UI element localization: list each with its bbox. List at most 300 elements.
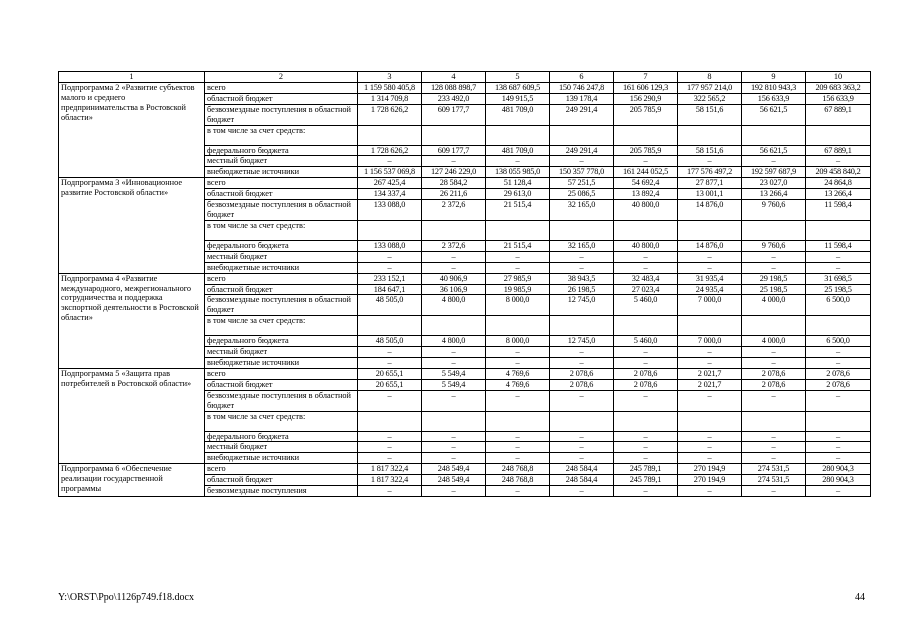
amount-cell: 25 198,5 (806, 284, 871, 295)
amount-cell: – (742, 431, 806, 442)
amount-cell: – (678, 453, 742, 464)
amount-cell: – (550, 347, 614, 358)
amount-cell: – (614, 442, 678, 453)
amount-cell: 9 760,6 (742, 240, 806, 251)
footer-page-number: 44 (855, 592, 865, 603)
amount-cell: 28 584,2 (422, 178, 486, 189)
amount-cell: 2 078,6 (742, 379, 806, 390)
amount-cell: 156 633,9 (806, 93, 871, 104)
amount-cell: – (742, 347, 806, 358)
amount-cell: – (806, 390, 871, 411)
amount-cell: 2 078,6 (550, 368, 614, 379)
amount-cell: 127 246 229,0 (422, 167, 486, 178)
funding-source-cell: безвозмездные поступления в областной бюджет (205, 390, 358, 411)
subprogram-name-cell: Подпрограмма 6 «Обеспечение реализации государственной программы (59, 464, 205, 497)
amount-cell: – (486, 390, 550, 411)
amount-cell: 248 549,4 (422, 464, 486, 475)
funding-source-cell: безвозмездные поступления в областной бюджет (205, 200, 358, 221)
amount-cell: – (358, 347, 422, 358)
amount-cell: 139 178,4 (550, 93, 614, 104)
amount-cell: 481 709,0 (486, 145, 550, 156)
amount-cell: 32 483,4 (614, 273, 678, 284)
amount-cell: – (550, 442, 614, 453)
amount-cell: 13 892,4 (614, 189, 678, 200)
amount-cell: 57 251,5 (550, 178, 614, 189)
amount-cell: – (486, 442, 550, 453)
amount-cell: – (742, 262, 806, 273)
amount-cell: 13 266,4 (742, 189, 806, 200)
amount-cell: – (550, 390, 614, 411)
amount-cell: 6 500,0 (806, 336, 871, 347)
amount-cell: 23 027,0 (742, 178, 806, 189)
amount-cell (486, 125, 550, 145)
amount-cell (422, 316, 486, 336)
amount-cell: 1 728 626,2 (358, 145, 422, 156)
amount-cell: 134 337,4 (358, 189, 422, 200)
column-number-header: 4 (422, 72, 486, 83)
amount-cell: 209 458 840,2 (806, 167, 871, 178)
amount-cell (678, 125, 742, 145)
amount-cell: – (550, 453, 614, 464)
amount-cell (358, 411, 422, 431)
amount-cell: 128 088 898,7 (422, 82, 486, 93)
amount-cell: – (742, 390, 806, 411)
column-number-header: 5 (486, 72, 550, 83)
amount-cell (422, 411, 486, 431)
table-row (59, 464, 871, 475)
amount-cell: – (678, 251, 742, 262)
budget-table (58, 71, 871, 497)
amount-cell: 156 290,9 (614, 93, 678, 104)
amount-cell (614, 125, 678, 145)
amount-cell: 205 785,9 (614, 145, 678, 156)
amount-cell: – (614, 251, 678, 262)
amount-cell: 248 584,4 (550, 475, 614, 486)
amount-cell: 19 985,9 (486, 284, 550, 295)
amount-cell: 5 549,4 (422, 368, 486, 379)
funding-source-cell: внебюджетные источники (205, 167, 358, 178)
table-row (59, 368, 871, 379)
amount-cell: 245 789,1 (614, 464, 678, 475)
amount-cell: 48 505,0 (358, 295, 422, 316)
amount-cell: 5 460,0 (614, 336, 678, 347)
amount-cell: – (614, 156, 678, 167)
amount-cell: – (742, 251, 806, 262)
amount-cell: – (678, 486, 742, 497)
amount-cell: 481 709,0 (486, 104, 550, 125)
table-body (59, 72, 871, 497)
amount-cell: – (422, 390, 486, 411)
amount-cell: 248 768,8 (486, 464, 550, 475)
amount-cell: – (614, 431, 678, 442)
amount-cell: – (742, 156, 806, 167)
amount-cell (358, 125, 422, 145)
amount-cell: 156 633,9 (742, 93, 806, 104)
amount-cell: – (678, 262, 742, 273)
amount-cell: – (550, 486, 614, 497)
funding-source-cell: федерального бюджета (205, 240, 358, 251)
amount-cell: 270 194,9 (678, 464, 742, 475)
amount-cell: – (806, 453, 871, 464)
amount-cell: – (614, 262, 678, 273)
amount-cell: 209 683 363,2 (806, 82, 871, 93)
amount-cell: 9 760,6 (742, 200, 806, 221)
amount-cell: 38 943,5 (550, 273, 614, 284)
amount-cell: 21 515,4 (486, 200, 550, 221)
amount-cell: 248 584,4 (550, 464, 614, 475)
amount-cell: 7 000,0 (678, 336, 742, 347)
amount-cell (358, 220, 422, 240)
amount-cell: 14 876,0 (678, 200, 742, 221)
amount-cell (678, 316, 742, 336)
amount-cell: – (358, 156, 422, 167)
amount-cell: – (678, 156, 742, 167)
amount-cell: 13 001,1 (678, 189, 742, 200)
amount-cell: 25 198,5 (742, 284, 806, 295)
amount-cell: 31 698,5 (806, 273, 871, 284)
amount-cell: 40 800,0 (614, 200, 678, 221)
amount-cell: 6 500,0 (806, 295, 871, 316)
amount-cell: 177 957 214,0 (678, 82, 742, 93)
amount-cell: 11 598,4 (806, 240, 871, 251)
column-number-header: 3 (358, 72, 422, 83)
amount-cell (806, 125, 871, 145)
amount-cell (742, 316, 806, 336)
amount-cell: – (422, 486, 486, 497)
funding-source-cell: областной бюджет (205, 93, 358, 104)
amount-cell: 13 266,4 (806, 189, 871, 200)
funding-source-cell: всего (205, 82, 358, 93)
funding-source-cell: внебюджетные источники (205, 453, 358, 464)
amount-cell: 4 769,6 (486, 368, 550, 379)
amount-cell: 40 906,9 (422, 273, 486, 284)
funding-source-cell: областной бюджет (205, 475, 358, 486)
amount-cell: – (678, 358, 742, 369)
amount-cell: 2 372,6 (422, 240, 486, 251)
amount-cell: 56 621,5 (742, 145, 806, 156)
amount-cell (614, 220, 678, 240)
amount-cell: 67 889,1 (806, 145, 871, 156)
amount-cell: – (550, 262, 614, 273)
amount-cell: – (806, 442, 871, 453)
amount-cell: 2 078,6 (614, 379, 678, 390)
amount-cell: 233 492,0 (422, 93, 486, 104)
amount-cell: 280 904,3 (806, 464, 871, 475)
amount-cell: – (678, 347, 742, 358)
amount-cell: 280 904,3 (806, 475, 871, 486)
funding-source-cell: местный бюджет (205, 347, 358, 358)
table-row (59, 273, 871, 284)
amount-cell: 5 549,4 (422, 379, 486, 390)
amount-cell (742, 411, 806, 431)
funding-source-cell: местный бюджет (205, 251, 358, 262)
amount-cell: 161 244 052,5 (614, 167, 678, 178)
amount-cell: – (358, 442, 422, 453)
funding-source-cell: областной бюджет (205, 189, 358, 200)
amount-cell: – (358, 390, 422, 411)
amount-cell: 138 055 985,0 (486, 167, 550, 178)
amount-cell: – (422, 251, 486, 262)
funding-source-cell: областной бюджет (205, 284, 358, 295)
column-number-header: 7 (614, 72, 678, 83)
amount-cell: 2 372,6 (422, 200, 486, 221)
funding-source-cell: в том числе за счет средств: (205, 316, 358, 336)
amount-cell: 20 655,1 (358, 368, 422, 379)
amount-cell: 609 177,7 (422, 104, 486, 125)
amount-cell: 4 000,0 (742, 295, 806, 316)
amount-cell: – (486, 431, 550, 442)
amount-cell: – (678, 390, 742, 411)
footer-file-path: Y:\ORST\Ppo\1126p749.f18.docx (58, 592, 194, 603)
amount-cell: 21 515,4 (486, 240, 550, 251)
amount-cell: 26 211,6 (422, 189, 486, 200)
amount-cell: 27 985,9 (486, 273, 550, 284)
funding-source-cell: всего (205, 464, 358, 475)
amount-cell (486, 316, 550, 336)
amount-cell: 267 425,4 (358, 178, 422, 189)
amount-cell: 31 935,4 (678, 273, 742, 284)
amount-cell: 138 687 609,5 (486, 82, 550, 93)
amount-cell (742, 125, 806, 145)
amount-cell: 4 800,0 (422, 295, 486, 316)
funding-source-cell: безвозмездные поступления в областной бюджет (205, 295, 358, 316)
amount-cell: 58 151,6 (678, 145, 742, 156)
amount-cell: 192 597 687,9 (742, 167, 806, 178)
amount-cell: 1 156 537 069,8 (358, 167, 422, 178)
amount-cell: – (806, 156, 871, 167)
amount-cell: – (486, 251, 550, 262)
amount-cell: 5 460,0 (614, 295, 678, 316)
amount-cell: – (806, 431, 871, 442)
amount-cell (422, 125, 486, 145)
amount-cell: 29 198,5 (742, 273, 806, 284)
amount-cell: 2 078,6 (550, 379, 614, 390)
amount-cell (550, 220, 614, 240)
amount-cell: 27 023,4 (614, 284, 678, 295)
amount-cell: – (550, 156, 614, 167)
amount-cell: 4 769,6 (486, 379, 550, 390)
funding-source-cell: всего (205, 178, 358, 189)
column-number-header: 8 (678, 72, 742, 83)
funding-source-cell: всего (205, 273, 358, 284)
amount-cell: 36 106,9 (422, 284, 486, 295)
amount-cell: – (806, 486, 871, 497)
amount-cell: 248 549,4 (422, 475, 486, 486)
funding-source-cell: внебюджетные источники (205, 358, 358, 369)
amount-cell: – (806, 262, 871, 273)
amount-cell: 133 088,0 (358, 240, 422, 251)
amount-cell (550, 125, 614, 145)
amount-cell: 248 768,8 (486, 475, 550, 486)
subprogram-name-cell: Подпрограмма 3 «Инновационное развитие Ростовской области» (59, 178, 205, 273)
amount-cell (678, 411, 742, 431)
funding-source-cell: всего (205, 368, 358, 379)
amount-cell (358, 316, 422, 336)
amount-cell (550, 411, 614, 431)
amount-cell: – (742, 442, 806, 453)
amount-cell: 150 746 247,8 (550, 82, 614, 93)
amount-cell: 270 194,9 (678, 475, 742, 486)
amount-cell: 51 128,4 (486, 178, 550, 189)
amount-cell: 56 621,5 (742, 104, 806, 125)
amount-cell: – (486, 347, 550, 358)
amount-cell: 133 088,0 (358, 200, 422, 221)
table-row (59, 82, 871, 93)
amount-cell: 1 728 626,2 (358, 104, 422, 125)
amount-cell: 8 000,0 (486, 295, 550, 316)
amount-cell: – (358, 431, 422, 442)
subprogram-name-cell: Подпрограмма 2 «Развитие субъектов малого и среднего предпринимательства в Ростовской области» (59, 82, 205, 177)
amount-cell: – (358, 251, 422, 262)
amount-cell: 322 565,2 (678, 93, 742, 104)
amount-cell: 1 817 322,4 (358, 464, 422, 475)
funding-source-cell: местный бюджет (205, 156, 358, 167)
amount-cell (614, 316, 678, 336)
amount-cell: 26 198,5 (550, 284, 614, 295)
amount-cell: – (422, 262, 486, 273)
funding-source-cell: безвозмездные поступления (205, 486, 358, 497)
column-number-header: 9 (742, 72, 806, 83)
amount-cell: 2 078,6 (806, 379, 871, 390)
amount-cell: – (358, 486, 422, 497)
amount-cell: 11 598,4 (806, 200, 871, 221)
amount-cell: 2 078,6 (806, 368, 871, 379)
amount-cell: 54 692,4 (614, 178, 678, 189)
column-number-header: 1 (59, 72, 205, 83)
amount-cell: 1 817 322,4 (358, 475, 422, 486)
funding-source-cell: федерального бюджета (205, 431, 358, 442)
amount-cell: – (358, 453, 422, 464)
column-number-header: 10 (806, 72, 871, 83)
amount-cell: – (550, 431, 614, 442)
amount-cell: 14 876,0 (678, 240, 742, 251)
amount-cell: 1 314 709,8 (358, 93, 422, 104)
funding-source-cell: безвозмездные поступления в областной бюджет (205, 104, 358, 125)
amount-cell: 25 086,5 (550, 189, 614, 200)
amount-cell: 24 935,4 (678, 284, 742, 295)
funding-source-cell: внебюджетные источники (205, 262, 358, 273)
amount-cell (742, 220, 806, 240)
amount-cell: – (422, 453, 486, 464)
column-number-header: 2 (205, 72, 358, 83)
amount-cell: – (422, 156, 486, 167)
amount-cell: – (422, 431, 486, 442)
amount-cell: – (806, 358, 871, 369)
amount-cell (806, 411, 871, 431)
amount-cell (678, 220, 742, 240)
table-row (59, 178, 871, 189)
funding-source-cell: федерального бюджета (205, 145, 358, 156)
amount-cell: – (486, 486, 550, 497)
amount-cell (806, 220, 871, 240)
amount-cell: 150 357 778,0 (550, 167, 614, 178)
amount-cell: 274 531,5 (742, 475, 806, 486)
amount-cell: – (486, 453, 550, 464)
amount-cell: 7 000,0 (678, 295, 742, 316)
amount-cell: – (422, 347, 486, 358)
amount-cell: 192 810 943,3 (742, 82, 806, 93)
amount-cell: 24 864,8 (806, 178, 871, 189)
amount-cell: – (678, 442, 742, 453)
amount-cell: – (422, 358, 486, 369)
amount-cell (486, 220, 550, 240)
amount-cell: 184 647,1 (358, 284, 422, 295)
amount-cell: – (614, 453, 678, 464)
amount-cell: 27 877,1 (678, 178, 742, 189)
amount-cell: 205 785,9 (614, 104, 678, 125)
amount-cell (614, 411, 678, 431)
amount-cell: 249 291,4 (550, 104, 614, 125)
amount-cell (806, 316, 871, 336)
amount-cell: 20 655,1 (358, 379, 422, 390)
amount-cell: 274 531,5 (742, 464, 806, 475)
amount-cell: 245 789,1 (614, 475, 678, 486)
amount-cell: – (614, 347, 678, 358)
amount-cell: 12 745,0 (550, 336, 614, 347)
column-number-header: 6 (550, 72, 614, 83)
amount-cell: – (486, 156, 550, 167)
amount-cell: – (614, 390, 678, 411)
amount-cell: – (614, 486, 678, 497)
amount-cell: 4 800,0 (422, 336, 486, 347)
amount-cell: – (614, 358, 678, 369)
amount-cell: 32 165,0 (550, 200, 614, 221)
amount-cell: 161 606 129,3 (614, 82, 678, 93)
amount-cell: 149 915,5 (486, 93, 550, 104)
amount-cell: 233 152,1 (358, 273, 422, 284)
amount-cell: – (486, 262, 550, 273)
subprogram-name-cell: Подпрограмма 4 «Развитие международного, межрегионального сотрудничества и поддержка экспортной деятельности в Ростовской области» (59, 273, 205, 368)
amount-cell: – (358, 358, 422, 369)
amount-cell: 1 159 580 405,8 (358, 82, 422, 93)
amount-cell: 48 505,0 (358, 336, 422, 347)
amount-cell: – (486, 358, 550, 369)
amount-cell: – (742, 358, 806, 369)
amount-cell: 2 021,7 (678, 368, 742, 379)
amount-cell: 40 800,0 (614, 240, 678, 251)
amount-cell: – (550, 358, 614, 369)
funding-source-cell: в том числе за счет средств: (205, 411, 358, 431)
amount-cell: 4 000,0 (742, 336, 806, 347)
amount-cell: 177 576 497,2 (678, 167, 742, 178)
amount-cell: – (806, 251, 871, 262)
amount-cell: 609 177,7 (422, 145, 486, 156)
amount-cell: 58 151,6 (678, 104, 742, 125)
amount-cell (422, 220, 486, 240)
subprogram-name-cell: Подпрограмма 5 «Защита прав потребителей в Ростовской области» (59, 368, 205, 463)
amount-cell: 2 078,6 (742, 368, 806, 379)
funding-source-cell: в том числе за счет средств: (205, 125, 358, 145)
amount-cell: 2 078,6 (614, 368, 678, 379)
funding-source-cell: в том числе за счет средств: (205, 220, 358, 240)
amount-cell: 67 889,1 (806, 104, 871, 125)
funding-source-cell: местный бюджет (205, 442, 358, 453)
amount-cell: 2 021,7 (678, 379, 742, 390)
amount-cell: – (550, 251, 614, 262)
amount-cell: – (678, 431, 742, 442)
amount-cell: – (742, 486, 806, 497)
amount-cell: 8 000,0 (486, 336, 550, 347)
amount-cell: – (742, 453, 806, 464)
funding-source-cell: федерального бюджета (205, 336, 358, 347)
header-row (59, 72, 871, 83)
amount-cell: – (806, 347, 871, 358)
amount-cell: – (358, 262, 422, 273)
amount-cell: 29 613,0 (486, 189, 550, 200)
amount-cell: 12 745,0 (550, 295, 614, 316)
amount-cell: – (422, 442, 486, 453)
amount-cell: 32 165,0 (550, 240, 614, 251)
